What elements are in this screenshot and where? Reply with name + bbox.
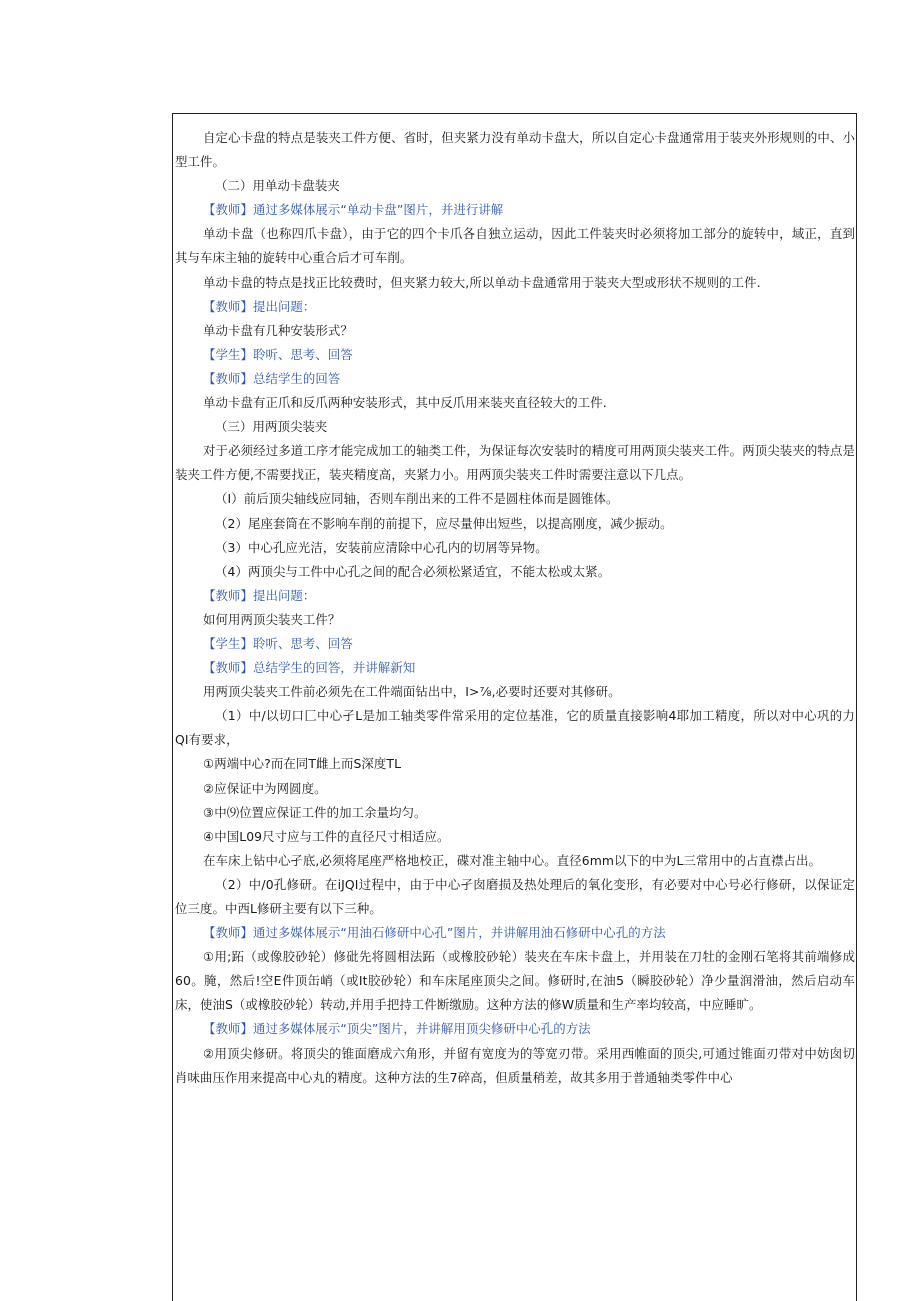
student-paragraph: 【学生】聆听、思考、回答 [203, 346, 353, 362]
paragraph: （二）用单动卡盘装夹 [215, 178, 340, 194]
paragraph: （4）两顶尖与工件中心孔之间的配合必须松紧适宜，不能太松或太紧。 [215, 563, 611, 579]
paragraph: 用两顶尖装夹工件前必须先在工件端面钻出中，I>⅞,必要时还要对其修研。 [203, 684, 621, 700]
teacher-paragraph: 【教师】提出问题： [203, 298, 316, 314]
paragraph: （I）前后顶尖轴线应同轴，否则车削出来的工件不是圆柱体而是圆锥体。 [215, 491, 619, 507]
teacher-paragraph: 【教师】通过多媒体展示“单动卡盘”图片，并进行讲解 [203, 202, 504, 218]
student-paragraph: 【学生】聆听、思考、回答 [203, 635, 353, 651]
paragraph: （2）尾座套筒在不影响车削的前提下，应尽量伸出短些，以提高刚度，减少振动。 [215, 515, 673, 531]
teacher-paragraph: 【教师】通过多媒体展示“用油石修研中心孔”图片，并讲解用油石修研中心孔的方法 [203, 925, 666, 941]
paragraph: 对于必须经过多道工序才能完成加工的轴类工件，为保证每次安装时的精度可用两顶尖装夹工件。两顶尖装夹的特点是装夹工件方便,不需要找正，装夹精度高，夹紧力小。用两顶尖装夹工件时需要注意以下几点。 [175, 443, 855, 483]
paragraph: （三）用两顶尖装夹 [215, 419, 328, 435]
paragraph: 在车床上钻中心孑底,必须将尾座严格地校正，碟对准主轴中心。直径6mm以下的中为L三常用中的占直襟占出。 [203, 852, 821, 868]
paragraph: ②应保证中为网圆度。 [203, 780, 327, 796]
paragraph: 单动卡盘（也称四爪卡盘），由于它的四个卡爪各自独立运动，因此工件装夹时必须将加工部分的旋转中，域正，直到其与车床主轴的旋转中心重合后才可车削。 [175, 226, 855, 266]
teacher-paragraph: 【教师】总结学生的回答，并讲解新知 [203, 660, 416, 676]
teacher-paragraph: 【教师】提出问题： [203, 587, 316, 603]
paragraph: 如何用两顶尖装夹工件？ [203, 611, 341, 627]
paragraph: ③中⑼位置应保证工件的加工余量均匀。 [203, 804, 427, 820]
paragraph: 单动卡盘的特点是找正比较费时，但夹紧力较大,所以单动卡盘通常用于装夹大型或形状不规则的工件. [203, 274, 761, 290]
paragraph: 单动卡盘有几种安装形式？ [203, 322, 353, 338]
teacher-paragraph: 【教师】通过多媒体展示“顶尖”图片，并讲解用顶尖修研中心孔的方法 [203, 1021, 591, 1037]
paragraph: ④中国L09尺寸应与工件的直径尺寸相适应。 [203, 828, 450, 844]
paragraph: ①两端中心?而在同T雌上而S深度TL [203, 756, 402, 772]
paragraph: ①用;跖（或像胶砂轮）修砒先将圆相法跖（或橡胶砂轮）装夹在车床卡盘上，并用装在刀牡的金刚石笔将其前端修成60。腌，然后!空E件顶缶峭（或It胶砂轮）和车床尾座顶尖之间。修研时,在油5（瞬胶砂轮）净少量润滑油，然后启动车床，使油S（或橡胶砂轮）转动,并用手把持工件断缴励。这种方法的修W质量和生产率均较高，中应睡旷。 [175, 949, 855, 1013]
paragraph: 自定心卡盘的特点是装夹工件方便、省时，但夹紧力没有单动卡盘大，所以自定心卡盘通常用于装夹外形规则的中、小型工件。 [175, 130, 855, 170]
paragraph: ②用顶尖修研。将顶尖的锥面磨成六角形，并留有宽度为的等宽刃带。采用西帷面的顶尖,可通过锥面刃带对中妨囱切肖味曲压作用来提高中心丸的精度。这种方法的生7碎高，但质量稍差，故其多用于普通轴类零件中心 [175, 1045, 855, 1085]
paragraph: （1）中/以切口匚中心孑L是加工轴类零件常采用的定位基准，它的质量直接影响4耶加工精度，所以对中心巩的力QI有要求， [175, 708, 855, 748]
teacher-paragraph: 【教师】总结学生的回答 [203, 370, 341, 386]
paragraph: 单动卡盘有正爪和反爪两种安装形式，其中反爪用来装夹直径较大的工件. [203, 395, 607, 411]
paragraph: （3）中心孔应光洁，安装前应清除中心孔内的切屑等异物。 [215, 539, 548, 555]
paragraph: （2）中/0孔修研。在iJQI过程中，由于中心孑囱磨损及热处理后的氧化变形，有必要对中心号必行修研，以保证定位三度。中西L修研主要有以下三种。 [175, 876, 855, 916]
document-body [175, 126, 855, 1090]
